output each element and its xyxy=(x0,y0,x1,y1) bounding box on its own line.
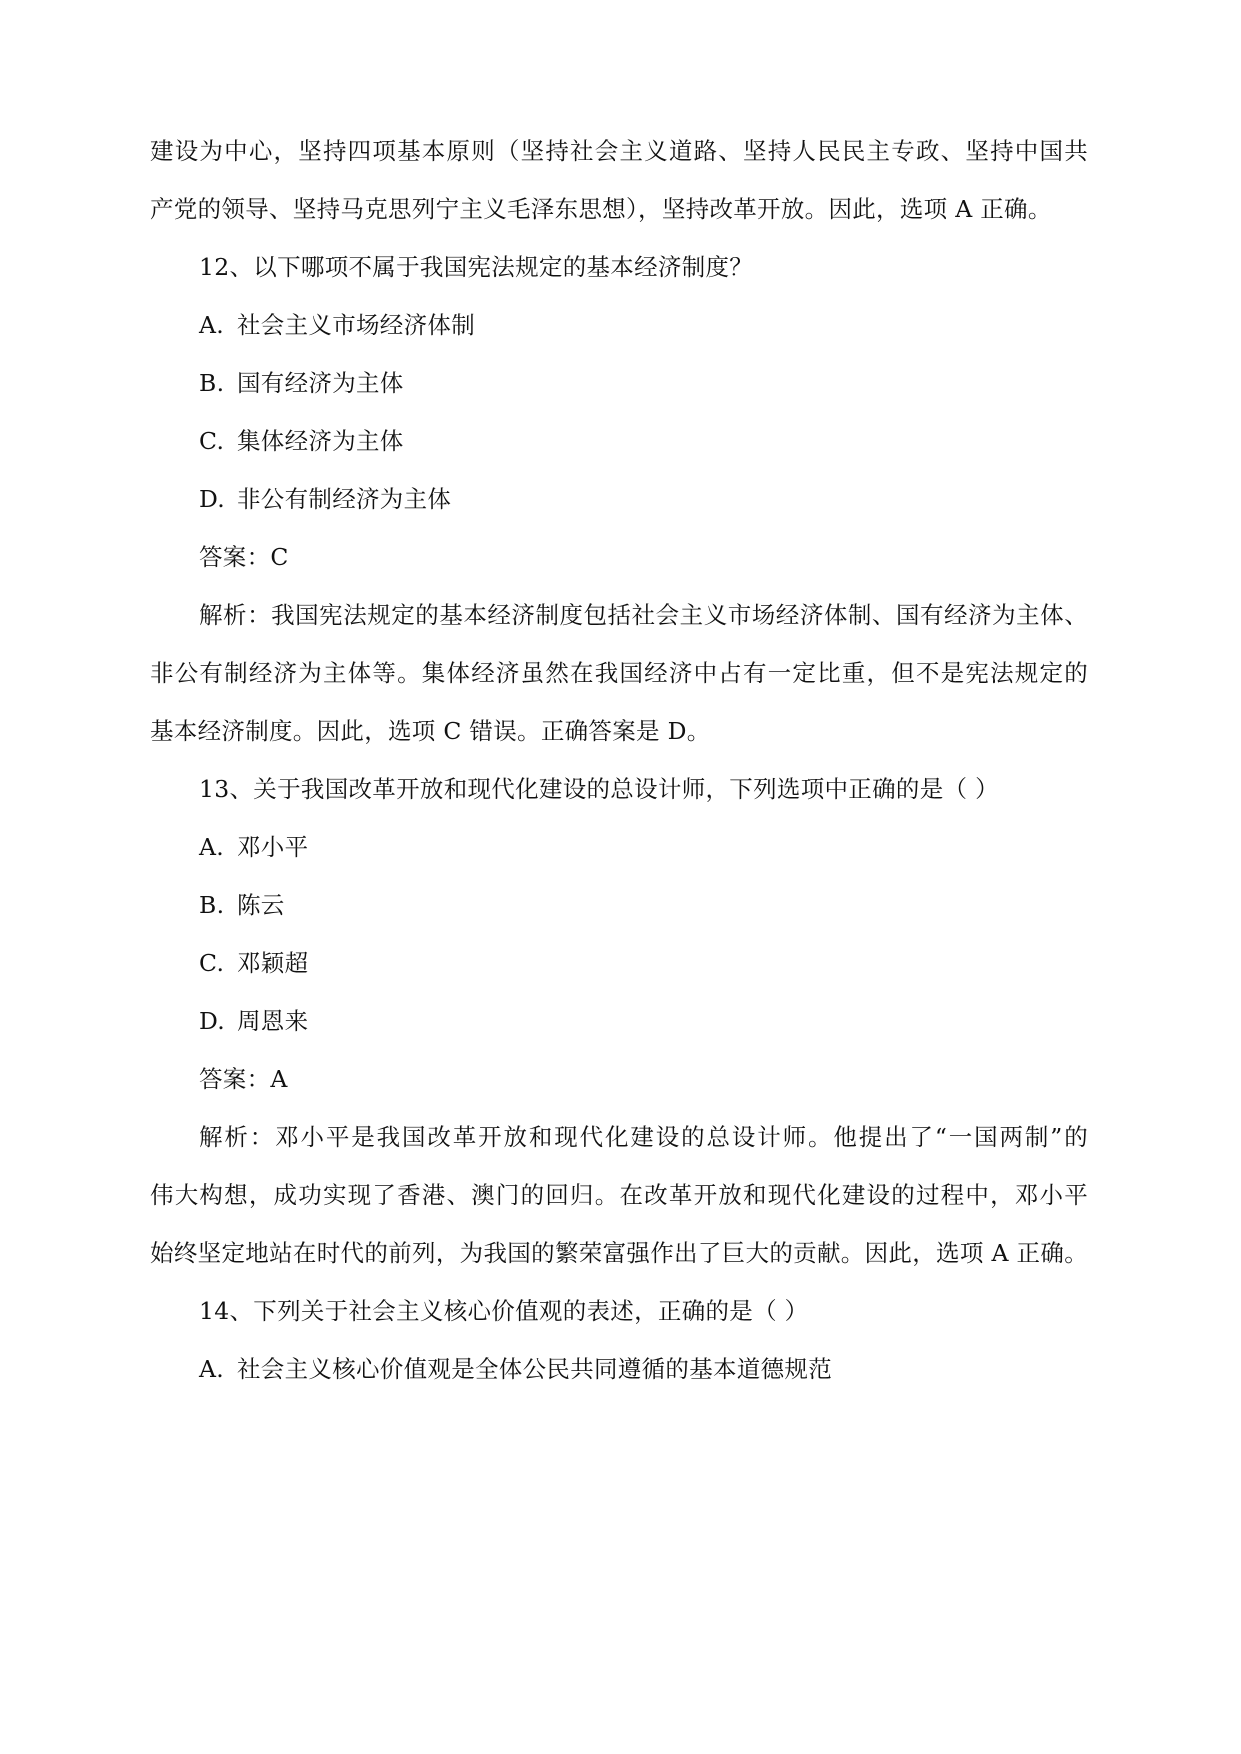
paragraph-line: 产党的领导、坚持马克思列宁主义毛泽东思想），坚持改革开放。因此，选项 A 正确。 xyxy=(150,195,1052,223)
option-text: 集体经济为主体 xyxy=(237,427,404,455)
analysis-line: 基本经济制度。因此，选项 C 错误。正确答案是 D。 xyxy=(150,717,711,745)
option-item xyxy=(199,309,475,341)
answer-line: 答案：C xyxy=(199,543,289,571)
option-letter: B. xyxy=(199,369,225,397)
option-item xyxy=(199,367,404,399)
question-stem: 13、关于我国改革开放和现代化建设的总设计师，下列选项中正确的是（ ） xyxy=(199,775,999,803)
option-item xyxy=(199,947,308,979)
option-letter: B. xyxy=(199,891,225,919)
option-letter: A. xyxy=(199,833,225,861)
option-text: 邓颖超 xyxy=(237,949,309,977)
option-letter: C. xyxy=(199,427,225,455)
option-text: 邓小平 xyxy=(237,833,309,861)
option-text: 周恩来 xyxy=(237,1007,309,1035)
option-item xyxy=(199,425,404,457)
option-item xyxy=(199,889,285,921)
option-text: 社会主义核心价值观是全体公民共同遵循的基本道德规范 xyxy=(237,1355,832,1383)
analysis-line: 始终坚定地站在时代的前列，为我国的繁荣富强作出了巨大的贡献。因此，选项 A 正确。 xyxy=(150,1239,1088,1267)
answer-line: 答案：A xyxy=(199,1065,288,1093)
paragraph-line: 建设为中心，坚持四项基本原则（坚持社会主义道路、坚持人民民主专政、坚持中国共 xyxy=(150,137,1088,165)
option-item xyxy=(199,831,308,863)
option-letter: D. xyxy=(199,485,226,513)
option-letter: D. xyxy=(199,1007,226,1035)
option-letter: C. xyxy=(199,949,225,977)
analysis-line: 伟大构想，成功实现了香港、澳门的回归。在改革开放和现代化建设的过程中，邓小平 xyxy=(150,1181,1088,1209)
option-text: 社会主义市场经济体制 xyxy=(237,311,475,339)
option-text: 陈云 xyxy=(237,891,285,919)
question-stem: 14、下列关于社会主义核心价值观的表述，正确的是（ ） xyxy=(199,1297,809,1325)
analysis-line: 非公有制经济为主体等。集体经济虽然在我国经济中占有一定比重，但不是宪法规定的 xyxy=(150,659,1088,687)
question-stem: 12、以下哪项不属于我国宪法规定的基本经济制度？ xyxy=(199,253,754,281)
analysis-line: 解析：我国宪法规定的基本经济制度包括社会主义市场经济体制、国有经济为主体、 xyxy=(199,601,1088,629)
option-item xyxy=(199,1005,308,1037)
option-letter: A. xyxy=(199,1355,225,1383)
option-letter: A. xyxy=(199,311,225,339)
option-item xyxy=(199,483,451,515)
option-text: 国有经济为主体 xyxy=(237,369,404,397)
analysis-line: 解析：邓小平是我国改革开放和现代化建设的总设计师。他提出了“一国两制”的 xyxy=(199,1123,1088,1151)
option-text: 非公有制经济为主体 xyxy=(237,485,452,513)
option-item xyxy=(199,1353,832,1385)
